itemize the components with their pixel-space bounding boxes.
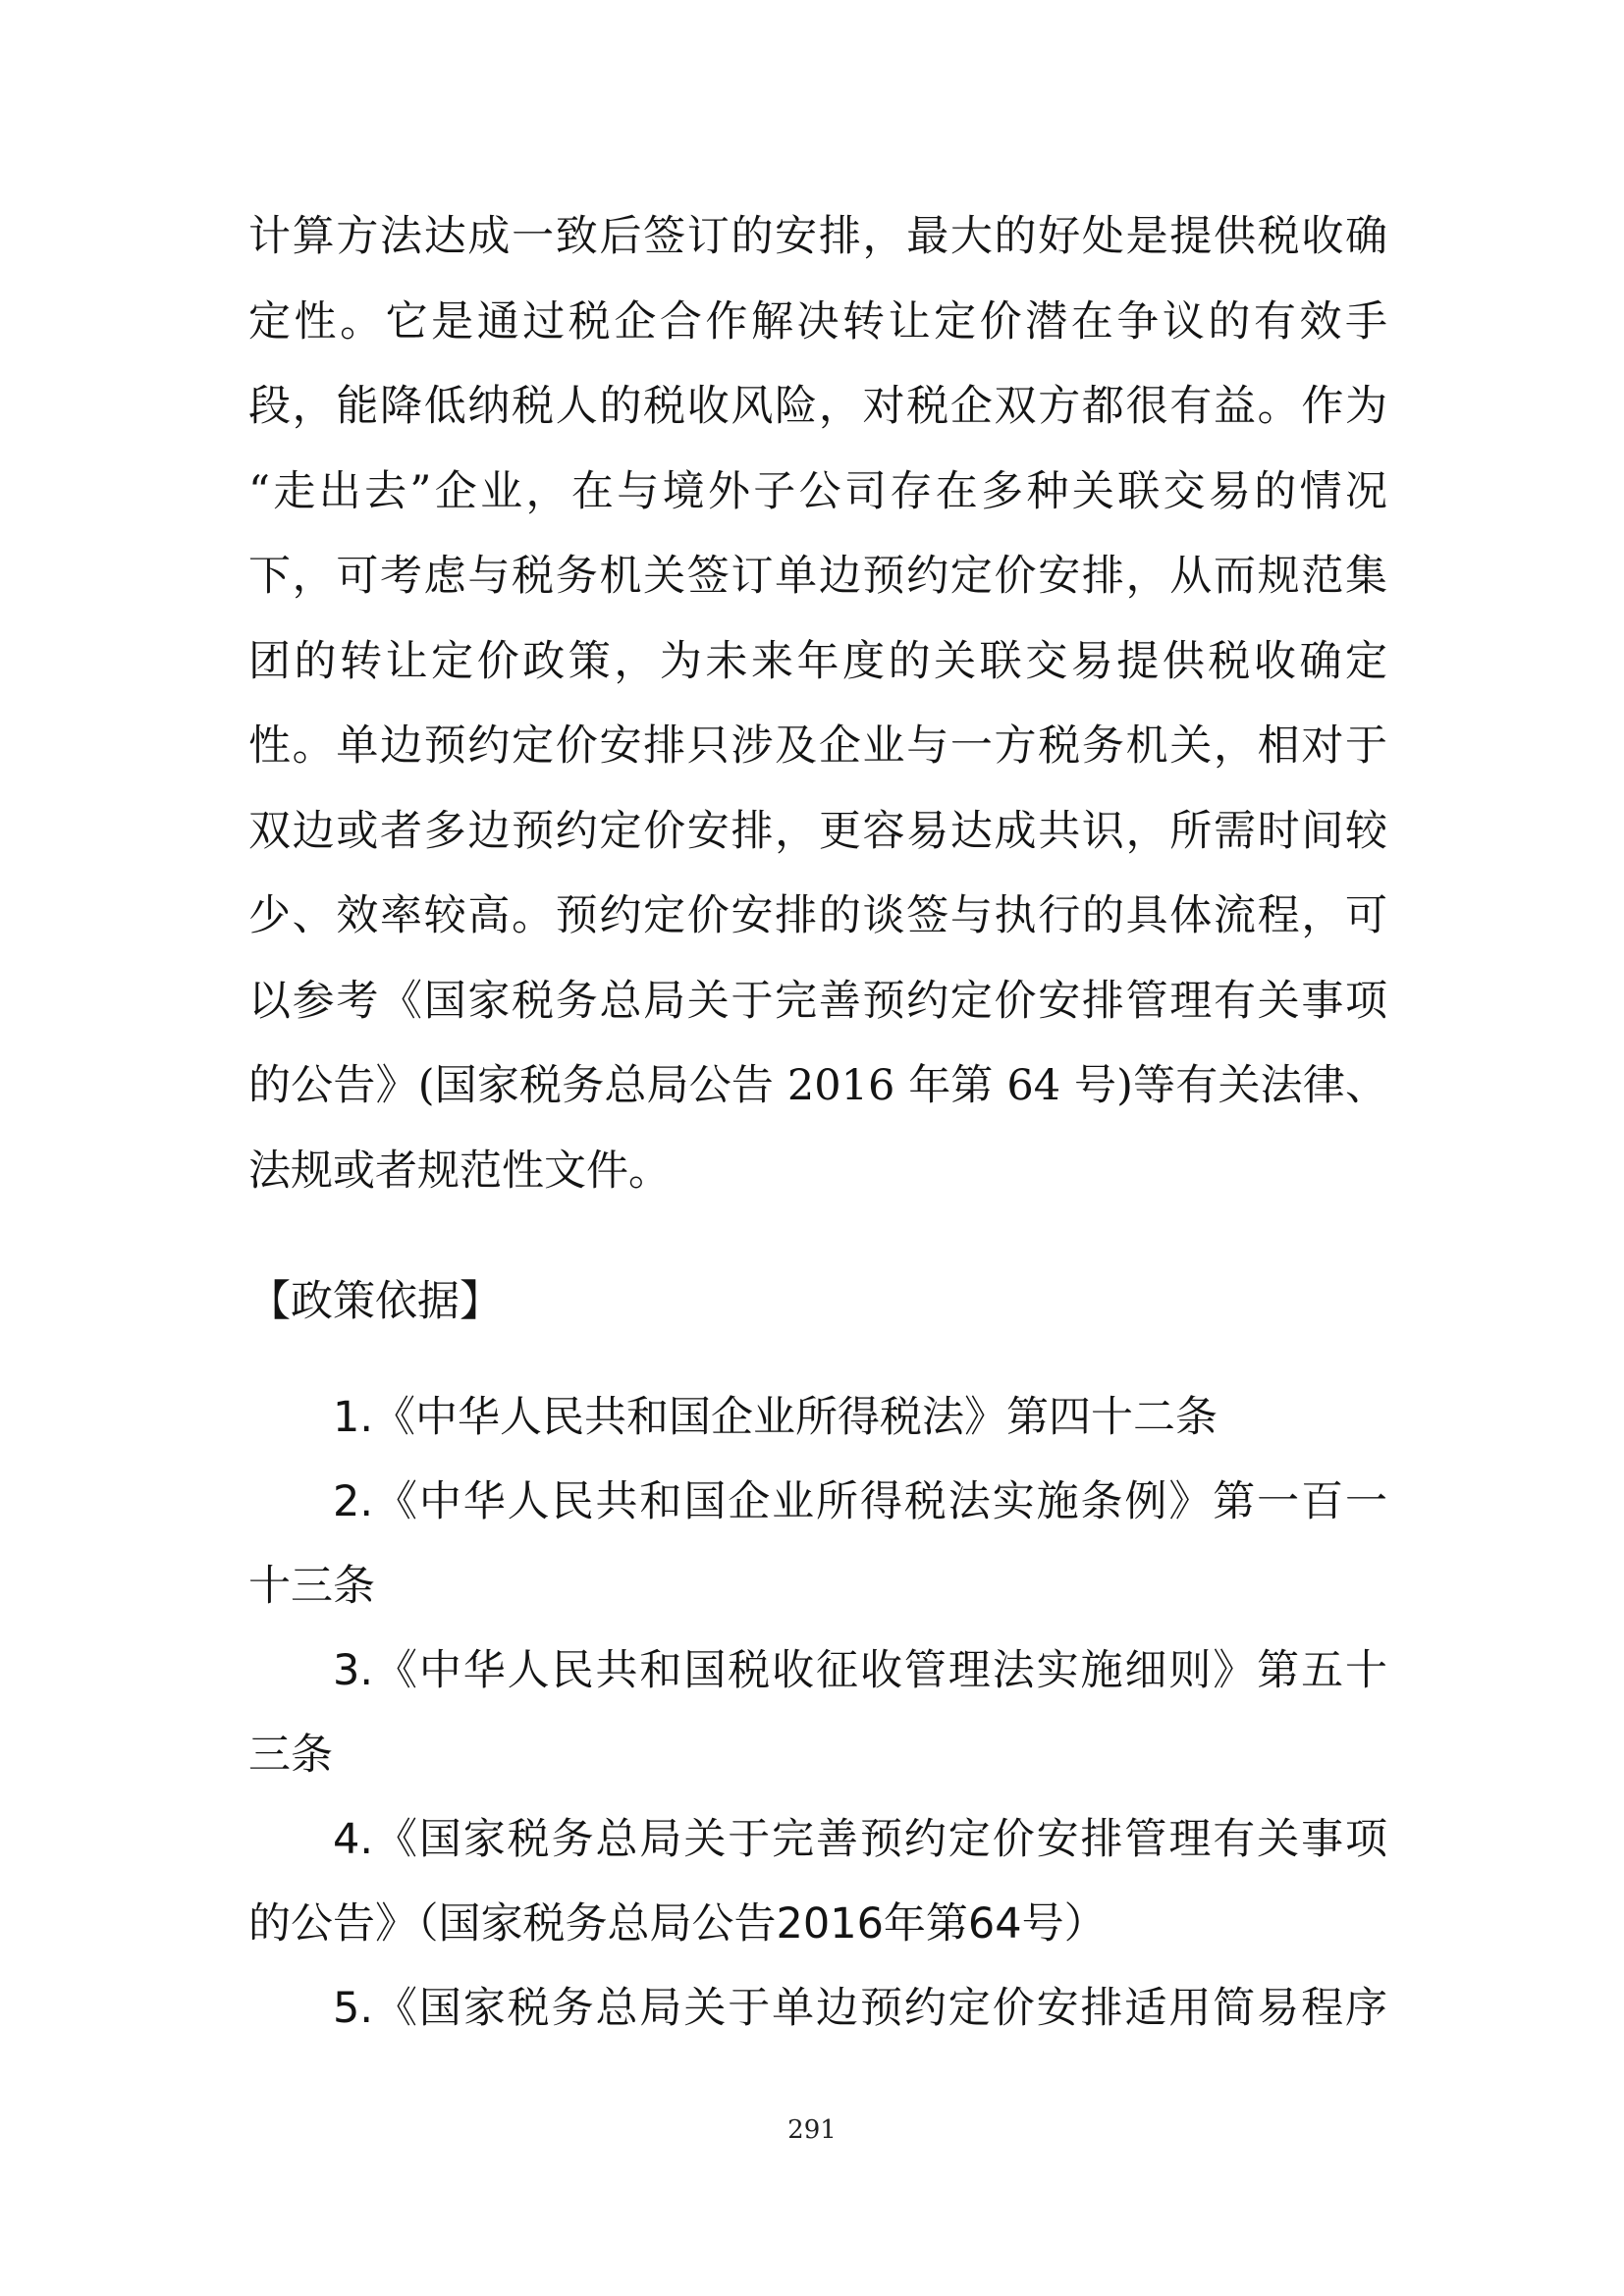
section-heading: 【政策依据】 bbox=[248, 1277, 502, 1326]
list-item: 2.《中华人民共和国企业所得税法实施条例》第一百一 bbox=[333, 1477, 1387, 1526]
paragraph-line: 的公告》(国家税务总局公告 2016 年第 64 号)等有关法律、 bbox=[248, 1061, 1387, 1110]
list-item-continuation: 十三条 bbox=[248, 1562, 375, 1611]
policy-basis-list bbox=[248, 1375, 1387, 2051]
list-item: 4.《国家税务总局关于完善预约定价安排管理有关事项 bbox=[333, 1815, 1387, 1864]
list-item: 1.《中华人民共和国企业所得税法》第四十二条 bbox=[333, 1393, 1218, 1442]
paragraph-line: 计算方法达成一致后签订的安排，最大的好处是提供税收确 bbox=[248, 212, 1387, 261]
paragraph-line: 以参考《国家税务总局关于完善预约定价安排管理有关事项 bbox=[248, 976, 1387, 1026]
list-item-continuation: 三条 bbox=[248, 1731, 333, 1780]
paragraph-line: 性。单边预约定价安排只涉及企业与一方税务机关，相对于 bbox=[248, 721, 1387, 771]
body-paragraph bbox=[248, 194, 1387, 1213]
list-item-continuation: 的公告》（国家税务总局公告2016年第64号） bbox=[248, 1899, 1107, 1949]
page-number: 291 bbox=[787, 2115, 837, 2145]
list-item: 3.《中华人民共和国税收征收管理法实施细则》第五十 bbox=[333, 1646, 1387, 1695]
paragraph-line: 段，能降低纳税人的税收风险，对税企双方都很有益。作为 bbox=[248, 382, 1387, 431]
paragraph-line: 团的转让定价政策，为未来年度的关联交易提供税收确定 bbox=[248, 636, 1387, 686]
paragraph-line: “走出去”企业，在与境外子公司存在多种关联交易的情况 bbox=[248, 466, 1387, 516]
paragraph-line: 少、效率较高。预约定价安排的谈签与执行的具体流程，可 bbox=[248, 891, 1387, 940]
paragraph-line: 法规或者规范性文件。 bbox=[248, 1146, 671, 1196]
list-item: 5.《国家税务总局关于单边预约定价安排适用简易程序 bbox=[333, 1984, 1387, 2033]
paragraph-line: 双边或者多边预约定价安排，更容易达成共识，所需时间较 bbox=[248, 806, 1387, 856]
paragraph-line: 定性。它是通过税企合作解决转让定价潜在争议的有效手 bbox=[248, 296, 1387, 347]
paragraph-line: 下，可考虑与税务机关签订单边预约定价安排，从而规范集 bbox=[248, 552, 1387, 601]
